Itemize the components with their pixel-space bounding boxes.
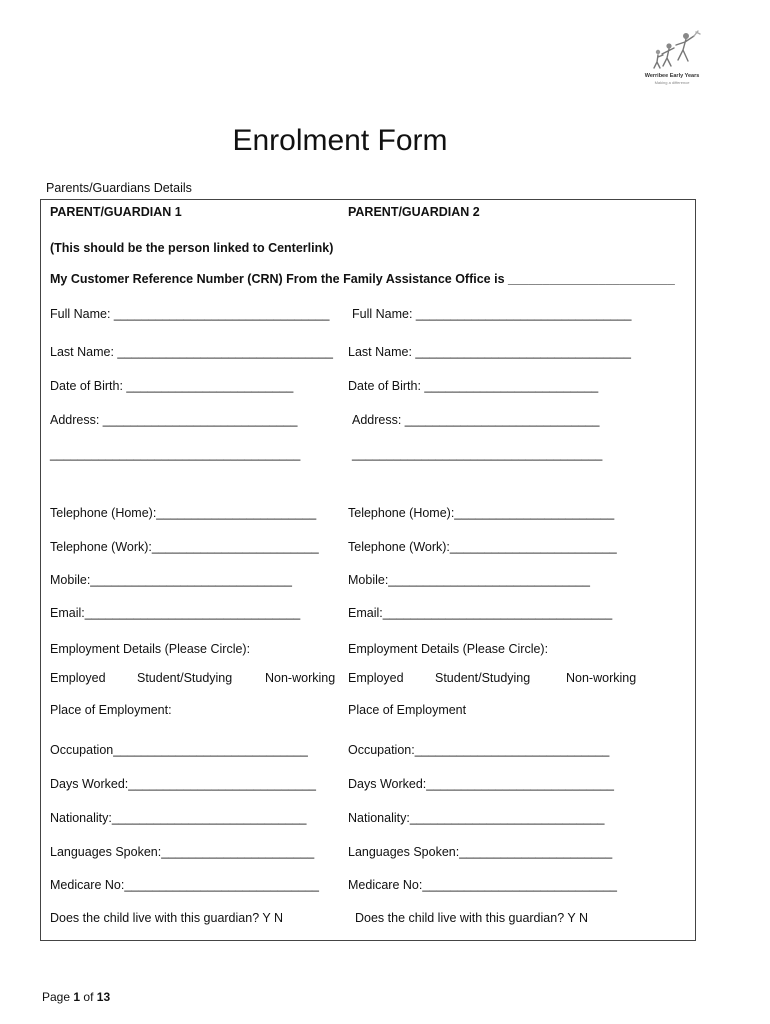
parent1-place-of-employment[interactable]: Place of Employment:	[50, 703, 172, 717]
children-figures-icon	[636, 28, 708, 72]
parent2-medicare[interactable]: Medicare No:____________________________	[348, 878, 617, 892]
parent2-tel-home[interactable]: Telephone (Home):_______________________	[348, 506, 615, 520]
parent2-full-name[interactable]: Full Name: _______________________________	[352, 307, 632, 321]
parent1-employment-label: Employment Details (Please Circle):	[50, 642, 251, 656]
parent2-option-employed[interactable]: Employed	[348, 671, 404, 685]
parent1-address-line2[interactable]: ____________________________________	[50, 447, 301, 461]
page-title: Enrolment Form	[232, 124, 448, 157]
parent1-last-name[interactable]: Last Name: _______________________________	[50, 345, 333, 359]
parent2-address-line2[interactable]: ____________________________________	[352, 447, 603, 461]
parent1-tel-home[interactable]: Telephone (Home):_______________________	[50, 506, 317, 520]
centerlink-note: (This should be the person linked to Centerlink)	[50, 241, 334, 255]
parent1-tel-work[interactable]: Telephone (Work):________________________	[50, 540, 319, 554]
parent1-heading: PARENT/GUARDIAN 1	[50, 205, 182, 219]
crn-field[interactable]: My Customer Reference Number (CRN) From the Family Assistance Office is ________________________	[50, 272, 675, 286]
parent1-nationality[interactable]: Nationality:____________________________	[50, 811, 307, 825]
parent1-medicare[interactable]: Medicare No:____________________________	[50, 878, 319, 892]
page-total: 13	[96, 990, 111, 1004]
page-of: of	[83, 990, 94, 1004]
parent1-full-name[interactable]: Full Name: _______________________________	[50, 307, 330, 321]
logo-tagline: Making a difference	[654, 80, 690, 85]
parent2-lives-with-child[interactable]: Does the child live with this guardian? Y N	[355, 911, 589, 925]
parent2-option-nonworking[interactable]: Non-working	[566, 671, 637, 685]
parent2-days-worked[interactable]: Days Worked:___________________________	[348, 777, 614, 791]
parent2-option-student[interactable]: Student/Studying	[435, 671, 531, 685]
parent2-mobile[interactable]: Mobile:_____________________________	[348, 573, 590, 587]
logo-name: Werribee Early Years	[644, 73, 700, 79]
page-number	[42, 990, 110, 1004]
parent1-option-student[interactable]: Student/Studying	[137, 671, 233, 685]
parent2-place-of-employment[interactable]: Place of Employment	[348, 703, 467, 717]
parent1-email[interactable]: Email:_______________________________	[50, 606, 301, 620]
page-label: Page	[42, 990, 71, 1004]
parent1-option-employed[interactable]: Employed	[50, 671, 106, 685]
parent1-days-worked[interactable]: Days Worked:___________________________	[50, 777, 316, 791]
parent2-tel-work[interactable]: Telephone (Work):________________________	[348, 540, 617, 554]
parent2-languages[interactable]: Languages Spoken:______________________	[348, 845, 613, 859]
parent2-employment-label: Employment Details (Please Circle):	[348, 642, 549, 656]
parent1-mobile[interactable]: Mobile:_____________________________	[50, 573, 292, 587]
parent2-occupation[interactable]: Occupation:____________________________	[348, 743, 610, 757]
parent2-nationality[interactable]: Nationality:____________________________	[348, 811, 605, 825]
parent1-dob[interactable]: Date of Birth: ________________________	[50, 379, 294, 393]
parent1-languages[interactable]: Languages Spoken:______________________	[50, 845, 315, 859]
logo	[636, 28, 708, 86]
parent1-address[interactable]: Address: ____________________________	[50, 413, 298, 427]
parent2-last-name[interactable]: Last Name: _______________________________	[348, 345, 631, 359]
parent1-occupation[interactable]: Occupation____________________________	[50, 743, 308, 757]
parent2-dob[interactable]: Date of Birth: _________________________	[348, 379, 599, 393]
parent2-email[interactable]: Email:_________________________________	[348, 606, 613, 620]
parent1-option-nonworking[interactable]: Non-working	[265, 671, 336, 685]
parent2-address[interactable]: Address: ____________________________	[352, 413, 600, 427]
parent1-lives-with-child[interactable]: Does the child live with this guardian? Y N	[50, 911, 284, 925]
section-heading: Parents/Guardians Details	[46, 181, 192, 195]
parent2-heading: PARENT/GUARDIAN 2	[348, 205, 480, 219]
page-current: 1	[73, 990, 81, 1004]
